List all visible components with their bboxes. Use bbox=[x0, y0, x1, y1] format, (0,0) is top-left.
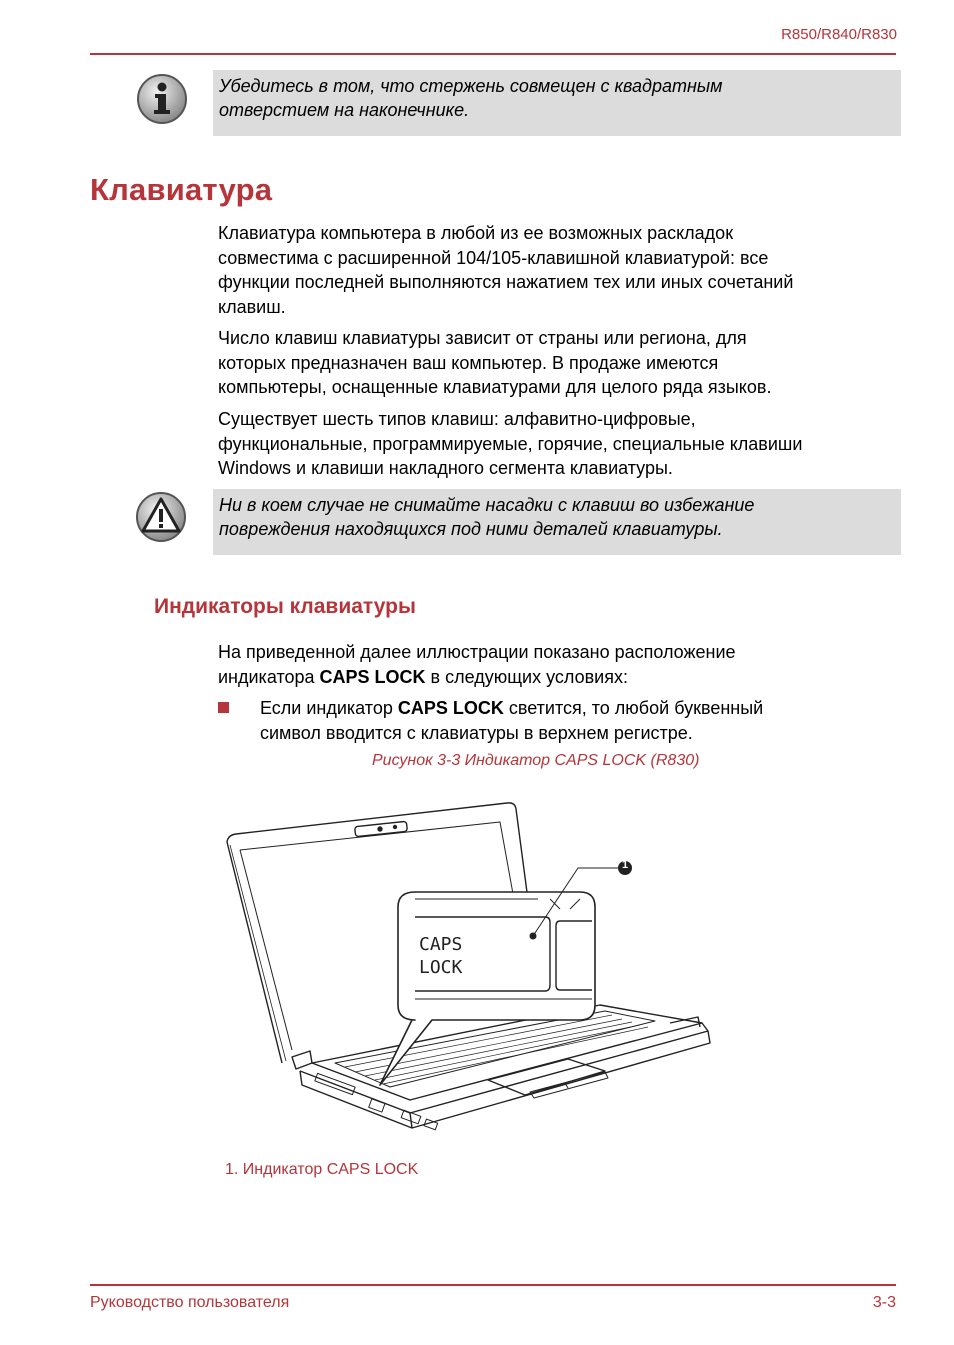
key-label-line: CAPS bbox=[419, 934, 463, 955]
info-note bbox=[213, 70, 901, 136]
bullet-square-icon bbox=[218, 702, 229, 713]
bullet-text: Если индикатор bbox=[260, 698, 398, 718]
warning-note-line: повреждения находящихся под ними деталей клавиатуры. bbox=[219, 519, 723, 539]
caps-lock-key-label bbox=[419, 933, 462, 979]
paragraph-line: функциональные, программируемые, горячие, специальные клавиши bbox=[218, 433, 803, 454]
paragraph-line: функции последней выполняются нажатием тех или иных сочетаний bbox=[218, 272, 794, 292]
intro-line: На приведенной далее иллюстрации показано расположение bbox=[218, 642, 736, 662]
paragraph-line: клавиш. bbox=[218, 296, 286, 317]
paragraph-line: компьютеры, оснащенные клавиатурами для целого ряда языков. bbox=[218, 377, 772, 397]
section-title: Клавиатура bbox=[90, 172, 273, 207]
key-label-line: LOCK bbox=[419, 957, 463, 978]
info-note-line: отверстием на наконечнике. bbox=[219, 100, 470, 120]
paragraph-line: Существует шесть типов клавиш: алфавитно-цифровые, bbox=[218, 409, 696, 429]
paragraph-line: которых предназначен ваш компьютер. В продаже имеются bbox=[218, 352, 719, 373]
header-rule bbox=[90, 53, 896, 55]
bullet-line bbox=[260, 696, 890, 721]
intro-line bbox=[218, 665, 888, 690]
bullet-item bbox=[260, 696, 890, 745]
info-note-line: Убедитесь в том, что стержень совмещен с квадратным bbox=[219, 76, 723, 96]
warning-icon bbox=[135, 491, 187, 543]
footer-title: Руководство пользователя bbox=[90, 1294, 290, 1311]
figure-caption: Рисунок 3-3 Индикатор CAPS LOCK (R830) bbox=[372, 752, 700, 769]
subsection-intro bbox=[218, 640, 888, 689]
bullet-line: символ вводится с клавиатуры в верхнем регистре. bbox=[260, 722, 693, 743]
paragraph bbox=[218, 221, 888, 319]
intro-text: индикатора bbox=[218, 666, 320, 687]
warning-note-line: Ни в коем случае не снимайте насадки с клавиш во избежание bbox=[219, 495, 755, 515]
header-model: R850/R840/R830 bbox=[781, 26, 897, 43]
subsection-title: Индикаторы клавиатуры bbox=[154, 595, 416, 618]
caps-lock-term: CAPS LOCK bbox=[319, 666, 426, 687]
figure-legend: 1. Индикатор CAPS LOCK bbox=[225, 1161, 419, 1178]
laptop-illustration bbox=[220, 795, 720, 1145]
info-icon bbox=[136, 73, 188, 125]
warning-note bbox=[213, 489, 901, 555]
callout-number: 1 bbox=[621, 859, 629, 871]
caps-lock-term: CAPS LOCK bbox=[397, 698, 504, 718]
paragraph-line: Клавиатура компьютера в любой из ее возможных раскладок bbox=[218, 223, 734, 243]
intro-text: в следующих условиях: bbox=[425, 666, 628, 687]
paragraph bbox=[218, 407, 888, 481]
paragraph-line: Число клавиш клавиатуры зависит от страны или региона, для bbox=[218, 328, 747, 348]
page-number: 3-3 bbox=[872, 1294, 896, 1311]
paragraph-line: совместима с расширенной 104/105-клавишной клавиатурой: все bbox=[218, 247, 769, 268]
paragraph bbox=[218, 326, 888, 400]
bullet-text: светится, то любой буквенный bbox=[503, 698, 764, 718]
paragraph-line: Windows и клавиши накладного сегмента клавиатуры. bbox=[218, 458, 673, 478]
footer-rule bbox=[90, 1284, 896, 1286]
